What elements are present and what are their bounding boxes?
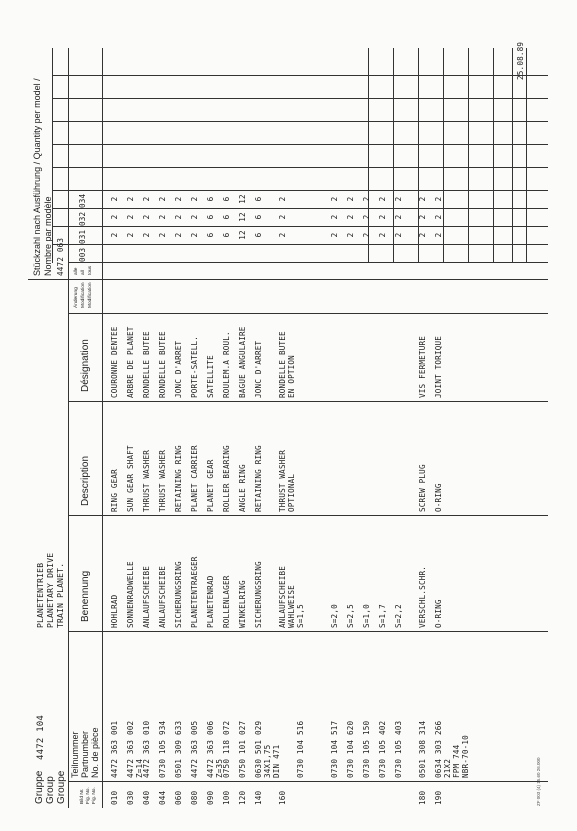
description-cell: THRUST WASHER: [142, 449, 151, 512]
grid-line-h: [443, 48, 444, 263]
benennung-cell: SICHERUNGSRING: [174, 561, 183, 628]
part-number: 0730 105 402: [378, 720, 387, 778]
designation-cell: RONDELLE BUTEE: [278, 331, 287, 398]
quantity-cell: 2: [362, 232, 371, 238]
fig-no-header-2: Fig. No.: [86, 787, 91, 804]
benennung-cell: VERSCHL.SCHR.: [418, 565, 427, 628]
quantity-cell: 2: [110, 214, 119, 220]
part-number: 0730 104 620: [346, 720, 355, 778]
fig-number: 160: [278, 790, 287, 805]
quantity-cell: 2: [330, 196, 339, 202]
fig-number: 090: [206, 790, 215, 805]
grid-line-h: [52, 48, 53, 263]
benennung-cell: PLANETENRAD: [206, 575, 215, 628]
description-cell: PLANET GEAR: [206, 459, 215, 512]
description-cell: RETAINING RING: [174, 445, 183, 512]
benennung-cell: S=1,5: [296, 604, 305, 628]
fig-no-header-1: Bild Nr.: [80, 788, 85, 804]
benennung-cell: ROLLENLAGER: [222, 575, 231, 628]
quantity-cell: 2: [158, 214, 167, 220]
benennung-cell: ANLAUFSCHEIBE: [158, 565, 167, 628]
grid-line-h: [493, 48, 494, 263]
description-cell: SCREW PLUG: [418, 464, 427, 512]
description-cell: THRUST WASHER: [158, 449, 167, 512]
quantity-cell: 2: [190, 196, 199, 202]
alle-header-en: all: [81, 270, 86, 275]
partnumber-header-fr: No. de pièce: [90, 727, 100, 778]
group-title-de: PLANETENTRIEB: [36, 562, 45, 628]
quantity-cell: 2: [434, 214, 443, 220]
quantity-cell: 2: [378, 196, 387, 202]
quantity-cell: 2: [190, 232, 199, 238]
benennung-cell: S=2,0: [330, 604, 339, 628]
part-number: 34X1,75: [263, 744, 272, 778]
quantity-cell: 2: [362, 196, 371, 202]
benennung-cell: PLANETENTRAEGER: [190, 556, 199, 628]
group-title-en: PLANETARY DRIVE: [46, 552, 55, 628]
fig-number: 030: [126, 790, 135, 805]
designation-cell: RONDELLE BUTEE: [142, 331, 151, 398]
quantity-title-line1: Stückzahl nach Ausführung / Quantity per model /: [32, 78, 42, 276]
designation-cell: VIS FERMETURE: [418, 335, 427, 398]
quantity-cell: 2: [174, 214, 183, 220]
quantity-cell: 2: [346, 232, 355, 238]
benennung-cell: S=1,0: [362, 604, 371, 628]
benennung-header: Benennung: [80, 570, 91, 622]
quantity-cell: 6: [254, 214, 263, 220]
benennung-cell: HOHLRAD: [110, 594, 119, 628]
fig-number: 040: [142, 790, 151, 805]
model-034: 034: [78, 193, 87, 208]
grid-line-v: [28, 279, 68, 280]
quantity-cell: 2: [418, 232, 427, 238]
part-number: 4472 363 006: [206, 720, 215, 778]
grid-line-v: [52, 144, 548, 145]
fig-number: 190: [434, 790, 443, 805]
benennung-cell: WINKELRING: [238, 580, 247, 628]
quantity-cell: 2: [378, 232, 387, 238]
description-cell: RETAINING RING: [254, 445, 263, 512]
model-031: 031: [78, 229, 87, 244]
group-number: 4472 104: [36, 715, 46, 760]
grid-line-v: [68, 631, 548, 632]
quantity-cell: 2: [142, 214, 151, 220]
part-number: Z=35: [215, 758, 224, 778]
grid-line-h: [512, 48, 513, 263]
quantity-cell: 6: [222, 196, 231, 202]
quantity-cell: 2: [394, 232, 403, 238]
quantity-cell: 2: [330, 232, 339, 238]
designation-cell: JOINT TORIQUE: [434, 335, 443, 398]
quantity-cell: 2: [346, 196, 355, 202]
part-number: 21X2: [443, 758, 452, 778]
grid-line-v: [52, 75, 548, 76]
quantity-cell: 2: [278, 232, 287, 238]
grid-line-v: [52, 121, 548, 122]
quantity-cell: 2: [158, 196, 167, 202]
part-number: 4472 363 002: [126, 720, 135, 778]
quantity-cell: 2: [346, 214, 355, 220]
grid-line-v: [68, 401, 548, 402]
partnumber-header-en: Partnumber: [80, 730, 90, 778]
benennung-cell: SONNENRADWELLE: [126, 561, 135, 628]
designation-cell: ROULEM.A ROUL.: [222, 331, 231, 398]
part-number: 0730 105 934: [158, 720, 167, 778]
grid-line-v: [68, 279, 548, 280]
part-number: 0730 105 403: [394, 720, 403, 778]
quantity-cell: 6: [254, 196, 263, 202]
fig-number: 080: [190, 790, 199, 805]
quantity-cell: 2: [330, 214, 339, 220]
quantity-cell: 2: [110, 196, 119, 202]
part-number: 0750 101 027: [238, 720, 247, 778]
designation-cell: COURONNE DENTEE: [110, 326, 119, 398]
benennung-cell: ANLAUFSCHEIBE: [142, 565, 151, 628]
part-number: 0634 303 266: [434, 720, 443, 778]
fig-number: 060: [174, 790, 183, 805]
quantity-cell: 2: [418, 196, 427, 202]
benennung-cell: S=1,7: [378, 604, 387, 628]
quantity-cell: 2: [434, 232, 443, 238]
part-number: 0630 501 029: [254, 720, 263, 778]
aenderung-header-en: Modification: [81, 282, 86, 308]
benennung-cell: O-RING: [434, 599, 443, 628]
quantity-cell: 2: [278, 196, 287, 202]
model-base: 4472 063: [56, 237, 65, 276]
quantity-cell: 2: [394, 196, 403, 202]
part-number: 4472 363 001: [110, 720, 119, 778]
partnumber-header-de: Teilnummer: [70, 731, 80, 778]
aenderung-header-de: Änderung: [74, 287, 79, 308]
quantity-cell: 6: [206, 214, 215, 220]
quantity-cell: 6: [206, 232, 215, 238]
description-cell: OPTIONAL: [287, 473, 296, 512]
description-cell: O-RING: [434, 483, 443, 512]
part-number: DIN 471: [272, 744, 281, 778]
grid-line-v: [68, 515, 548, 516]
description-cell: THRUST WASHER: [278, 449, 287, 512]
quantity-cell: 2: [362, 214, 371, 220]
designation-cell: ARBRE DE PLANET: [126, 326, 135, 398]
fig-number: 010: [110, 790, 119, 805]
part-number: Z=14: [135, 758, 144, 778]
quantity-cell: 2: [142, 232, 151, 238]
grid-line-v: [68, 313, 548, 314]
quantity-cell: 2: [126, 214, 135, 220]
grid-line-h: [468, 48, 469, 263]
aenderung-header-fr: Modification: [88, 282, 93, 308]
grid-line-v: [52, 98, 548, 99]
description-cell: SUN GEAR SHAFT: [126, 445, 135, 512]
part-number: NBR-70-10: [461, 735, 470, 778]
quantity-cell: 2: [174, 196, 183, 202]
part-number: 0730 104 516: [296, 720, 305, 778]
benennung-cell: ANLAUFSCHEIBE: [278, 565, 287, 628]
designation-cell: BAGUE ANGULAIRE: [238, 326, 247, 398]
quantity-cell: 2: [158, 232, 167, 238]
parts-list-sheet: [28, 41, 548, 808]
quantity-cell: 6: [206, 196, 215, 202]
alle-header-fr: tous: [88, 265, 93, 275]
designation-cell: JONC D'ARRET: [174, 340, 183, 398]
grid-line-v: [68, 262, 548, 263]
quantity-cell: 2: [110, 232, 119, 238]
quantity-cell: 2: [174, 232, 183, 238]
quantity-title-line2: Nombre par modèle: [43, 196, 53, 276]
quantity-cell: 2: [126, 196, 135, 202]
group-label-fr: Groupe: [56, 770, 67, 804]
benennung-cell: S=2,2: [394, 604, 403, 628]
quantity-cell: 2: [126, 232, 135, 238]
description-cell: PLANET CARRIER: [190, 445, 199, 512]
fig-no-header-3: Fig. No.: [92, 787, 97, 804]
part-number: 0750 118 072: [222, 720, 231, 778]
quantity-cell: 6: [254, 232, 263, 238]
quantity-cell: 12: [238, 194, 247, 204]
quantity-cell: 2: [394, 214, 403, 220]
form-footer: ZF 003 (4) 15.60 26.000: [536, 757, 541, 806]
benennung-cell: WAHLWEISE: [287, 585, 296, 628]
quantity-cell: 12: [238, 212, 247, 222]
fig-number: 140: [254, 790, 263, 805]
fig-number: 044: [158, 790, 167, 805]
group-label-de: Gruppe: [34, 770, 45, 804]
grid-line-v: [68, 781, 548, 782]
fig-number: 120: [238, 790, 247, 805]
quantity-cell: 12: [238, 230, 247, 240]
model-032: 032: [78, 211, 87, 226]
alle-header-de: alle: [74, 267, 79, 275]
part-number: 0730 105 150: [362, 720, 371, 778]
date-stamp: 25.08.89: [516, 41, 525, 80]
grid-line-h: [68, 48, 69, 808]
part-number: FPM 744: [452, 744, 461, 778]
fig-number: 100: [222, 790, 231, 805]
description-cell: ROLLER BEARING: [222, 445, 231, 512]
designation-header: Désignation: [80, 339, 91, 392]
description-cell: ANGLE RING: [238, 464, 247, 512]
designation-cell: SATELLITE: [206, 355, 215, 398]
model-003: 003: [78, 247, 87, 262]
quantity-cell: 6: [222, 232, 231, 238]
part-number: 4472 363 010: [142, 720, 151, 778]
grid-line-h: [102, 48, 103, 808]
designation-cell: JONC D'ARRET: [254, 340, 263, 398]
grid-line-v: [52, 244, 548, 245]
description-header: Description: [80, 455, 91, 506]
fig-number: 180: [418, 790, 427, 805]
quantity-cell: 2: [142, 196, 151, 202]
designation-cell: EN OPTION: [287, 355, 296, 398]
quantity-cell: 2: [434, 196, 443, 202]
benennung-cell: S=2,5: [346, 604, 355, 628]
grid-line-h: [526, 48, 527, 263]
quantity-cell: 2: [278, 214, 287, 220]
designation-cell: RONDELLE BUTEE: [158, 331, 167, 398]
part-number: 0501 308 314: [418, 720, 427, 778]
part-number: 0730 104 517: [330, 720, 339, 778]
quantity-cell: 2: [190, 214, 199, 220]
benennung-cell: SICHERUNGSRING: [254, 561, 263, 628]
quantity-cell: 2: [378, 214, 387, 220]
group-title-fr: TRAIN PLANET.: [56, 562, 65, 628]
part-number: 0501 309 633: [174, 720, 183, 778]
quantity-cell: 6: [222, 214, 231, 220]
grid-line-v: [52, 167, 548, 168]
group-label-en: Group: [45, 776, 56, 804]
part-number: 4472 363 005: [190, 720, 199, 778]
designation-cell: PORTE-SATELL.: [190, 335, 199, 398]
description-cell: RING GEAR: [110, 469, 119, 512]
quantity-cell: 2: [418, 214, 427, 220]
